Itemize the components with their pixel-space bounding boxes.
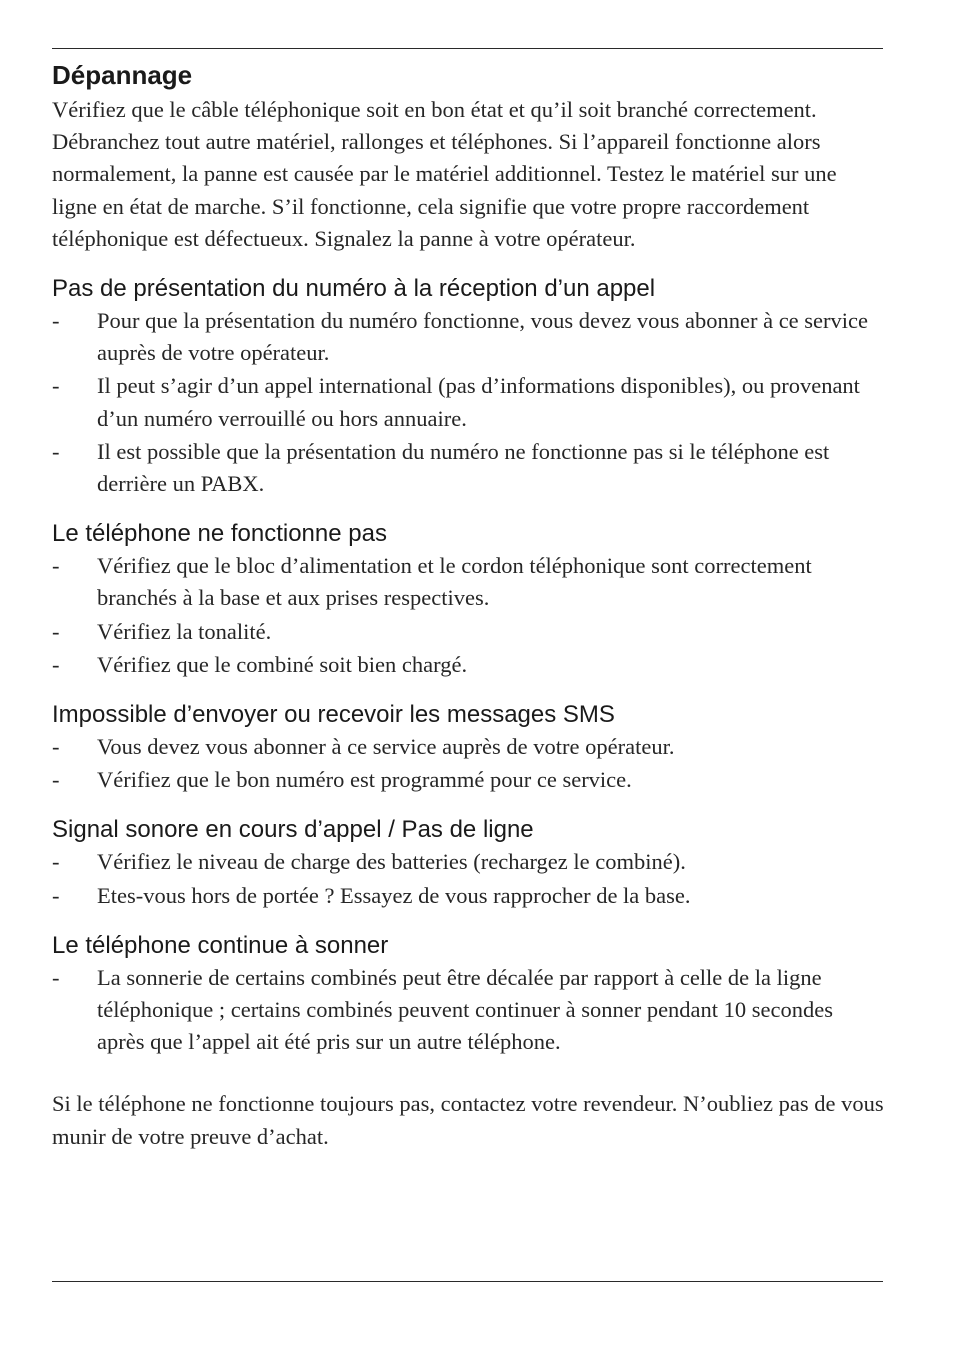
bullet-dash: - — [52, 618, 60, 644]
bullet-dash: - — [52, 308, 60, 334]
bullet-dash: - — [52, 964, 60, 990]
list-item — [52, 550, 885, 614]
list-item — [52, 649, 885, 681]
bullet-dash: - — [52, 438, 60, 464]
section-heading: Signal sonore en cours d’appel / Pas de ligne — [52, 816, 534, 844]
list-item — [52, 962, 885, 1059]
bullet-list — [52, 305, 885, 500]
section-caller-id — [52, 273, 885, 500]
list-item-text: Il peut s’agir d’un appel international (pas d’informations disponibles), ou provenant d’un numéro verrouillé ou hors annuaire. — [97, 373, 860, 431]
bullet-dash: - — [52, 373, 60, 399]
section-heading: Impossible d’envoyer ou recevoir les messages SMS — [52, 701, 615, 729]
list-item — [52, 305, 885, 369]
section-keeps-ringing — [52, 930, 885, 1059]
top-divider — [52, 48, 883, 49]
list-item-text: Vérifiez que le bloc d’alimentation et le cordon téléphonique sont correctement branchés à la base et aux prises respectives. — [97, 553, 812, 611]
bullet-dash: - — [52, 767, 60, 793]
list-item-text: Pour que la présentation du numéro fonctionne, vous devez vous abonner à ce service auprès de votre opérateur. — [97, 308, 868, 366]
intro-paragraph: Vérifiez que le câble téléphonique soit en bon état et qu’il soit branché correctement. Débranchez tout autre matériel, rallonges et téléphones. Si l’appareil fonctionne alors normalement, la panne est causée par le matériel additionnel. Testez le matériel sur une ligne en état de marche. S’il fonctionne, cela signifie que votre propre raccordement téléphonique est défectueux. Signalez la panne à votre opérateur. — [52, 97, 837, 251]
closing-paragraph: Si le téléphone ne fonctionne toujours pas, contactez votre revendeur. N’oubliez pas de vous munir de votre preuve d’achat. — [52, 1091, 884, 1149]
list-item-text: La sonnerie de certains combinés peut être décalée par rapport à celle de la ligne téléphonique ; certains combinés peuvent continuer à sonner pendant 10 secondes après que l’appel ait été pris sur un autre téléphone. — [97, 964, 834, 1055]
bullet-list — [52, 731, 885, 796]
list-item — [52, 436, 885, 500]
section-heading: Le téléphone ne fonctionne pas — [52, 520, 387, 548]
section-sms — [52, 699, 885, 796]
list-item — [52, 731, 885, 763]
bullet-list — [52, 550, 885, 681]
section-heading: Pas de présentation du numéro à la réception d’un appel — [52, 275, 656, 303]
list-item — [52, 370, 885, 434]
section-signal — [52, 814, 885, 911]
bullet-dash: - — [52, 882, 60, 908]
list-item-text: Vérifiez que le bon numéro est programmé pour ce service. — [97, 767, 632, 793]
bullet-dash: - — [52, 734, 60, 760]
bottom-divider — [52, 1281, 883, 1282]
page-content — [52, 56, 885, 1153]
list-item-text: Vérifiez le niveau de charge des batteries (rechargez le combiné). — [97, 849, 686, 875]
list-item — [52, 616, 885, 648]
list-item — [52, 846, 885, 878]
section-heading: Le téléphone continue à sonner — [52, 931, 389, 959]
list-item-text: Vous devez vous abonner à ce service auprès de votre opérateur. — [97, 734, 675, 760]
list-item — [52, 764, 885, 796]
list-item-text: Vérifiez la tonalité. — [97, 618, 272, 644]
list-item-text: Vérifiez que le combiné soit bien chargé. — [97, 651, 468, 677]
list-item-text: Il est possible que la présentation du numéro ne fonctionne pas si le téléphone est derrière un PABX. — [97, 438, 830, 497]
bullet-list — [52, 846, 885, 911]
list-item-text: Etes-vous hors de portée ? Essayez de vous rapprocher de la base. — [97, 882, 691, 908]
bullet-dash: - — [52, 651, 60, 677]
list-item — [52, 880, 885, 912]
bullet-dash: - — [52, 849, 60, 875]
bullet-list — [52, 962, 885, 1059]
bullet-dash: - — [52, 553, 60, 579]
page-title: Dépannage — [52, 60, 193, 90]
section-phone-not-working — [52, 518, 885, 681]
